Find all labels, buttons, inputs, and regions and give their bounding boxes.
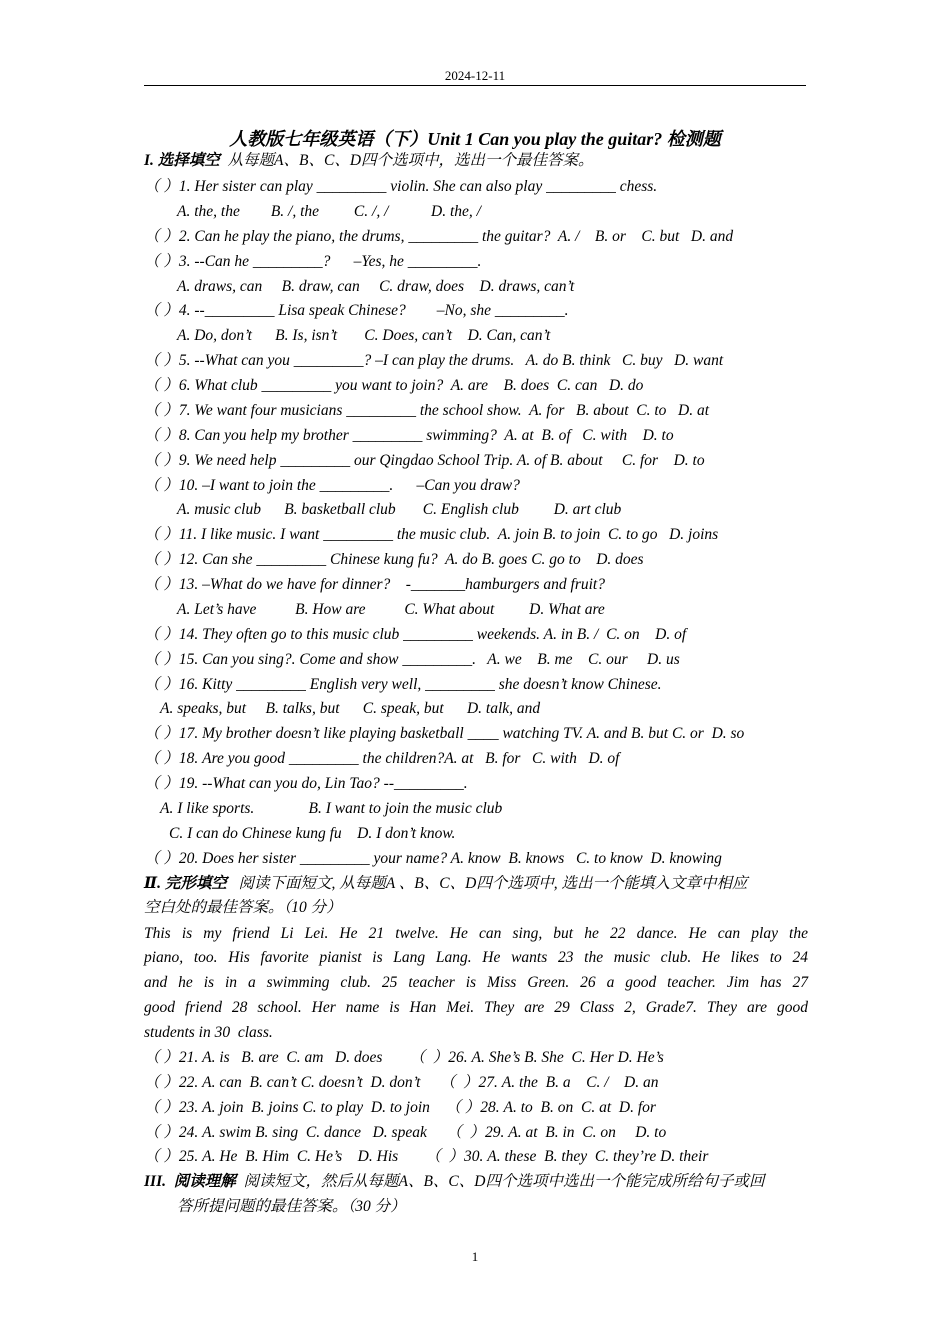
question-16-options: A. speaks, but B. talks, but C. speak, but D. talk, and (160, 700, 541, 717)
passage-line-5: students in 30 class. (144, 1024, 273, 1041)
question-7: （ ）7. We want four musicians _________ the school show. A. for B. about C. to D. at (144, 402, 710, 419)
question-4-options: A. Do, don’t B. Is, isn’t C. Does, can’t D. Can, can’t (177, 327, 551, 344)
question-1: （ ）1. Her sister can play _________ violin. She can also play _________ chess. (144, 178, 658, 195)
cloze-options-row-2: （ ）22. A. can B. can’t C. doesn’t D. don’t （ ）27. A. the B. a C. / D. an (144, 1074, 659, 1091)
question-2: （ ）2. Can he play the piano, the drums, _________ the guitar? A. / B. or C. but D. and (144, 228, 734, 245)
section-2-instructions: 阅读下面短文, 从每题A 、B、C、D四个选项中, 选出一个能填入文章中相应 (226, 875, 748, 892)
header-rule (144, 85, 806, 86)
section-2-label: Ⅱ. 完形填空 (144, 875, 227, 892)
question-3: （ ）3. --Can he _________? –Yes, he _________. (144, 253, 482, 270)
question-10-options: A. music club B. basketball club C. English club D. art club (177, 501, 622, 518)
question-1-options: A. the, the B. /, the C. /, / D. the, / (177, 203, 481, 220)
cloze-options-row-1: （ ）21. A. is B. are C. am D. does （ ）26. A. She’s B. She C. Her D. He’s (144, 1049, 664, 1066)
question-15: （ ）15. Can you sing?. Come and show _________. A. we B. me C. our D. us (144, 651, 680, 668)
section-1-heading (144, 151, 808, 171)
cloze-options-row-5: （ ）25. A. He B. Him C. He’s D. His （ ）30. A. these B. they C. they’re D. their (144, 1148, 709, 1165)
question-10: （ ）10. –I want to join the _________. –Can you draw? (144, 477, 520, 494)
question-13-options: A. Let’s have B. How are C. What about D. What are (177, 601, 605, 618)
page-title: 人教版七年级英语（下）Unit 1 Can you play the guitar? 检测题 (229, 129, 721, 149)
question-13: （ ）13. –What do we have for dinner? -_______hamburgers and fruit? (144, 576, 605, 593)
question-8: （ ）8. Can you help my brother _________ swimming? A. at B. of C. with D. to (144, 427, 674, 444)
question-3-options: A. draws, can B. draw, can C. draw, does D. draws, can’t (177, 278, 575, 295)
section-2-heading (144, 874, 808, 894)
passage-line-1: This is my friend Li Lei. He 21 twelve. He can sing, but he 22 dance. He can play the (144, 925, 808, 942)
question-19-options-c-d: C. I can do Chinese kung fu D. I don’t know. (169, 825, 456, 842)
question-19: （ ）19. --What can you do, Lin Tao? --_________. (144, 775, 468, 792)
question-12: （ ）12. Can she _________ Chinese kung fu? A. do B. goes C. go to D. does (144, 551, 644, 568)
header-date: 2024-12-11 (444, 68, 506, 83)
page-number: 1 (471, 1249, 479, 1264)
question-4: （ ）4. --_________ Lisa speak Chinese? –No, she _________. (144, 302, 569, 319)
section-1-label: I. 选择填空 (144, 152, 220, 169)
section-3-instructions-cont: 答所提问题的最佳答案。（30 分） (177, 1198, 406, 1215)
section-3-instructions: 阅读短文，然后从每题A、B、C、D四个选项中选出一个能完成所给句子或回 (235, 1173, 765, 1190)
question-14: （ ）14. They often go to this music club _________ weekends. A. in B. / C. on D. of (144, 626, 687, 643)
cloze-options-row-3: （ ）23. A. join B. joins C. to play D. to join （ ）28. A. to B. on C. at D. for (144, 1099, 656, 1116)
question-18: （ ）18. Are you good _________ the children?A. at B. for C. with D. of (144, 750, 620, 767)
section-2-instructions-cont: 空白处的最佳答案。（10 分） (144, 899, 342, 916)
question-20: （ ）20. Does her sister _________ your name? A. know B. knows C. to know D. knowing (144, 850, 722, 867)
passage-line-2: piano, too. His favorite pianist is Lang Lang. He wants 23 the music club. He likes to 24 (144, 949, 808, 966)
question-5: （ ）5. --What can you _________? –I can play the drums. A. do B. think C. buy D. want (144, 352, 724, 369)
section-3-label: III. 阅读理解 (144, 1173, 236, 1190)
section-3-heading (144, 1172, 808, 1192)
question-17: （ ）17. My brother doesn’t like playing basketball ____ watching TV. A. and B. but C. or D. so (144, 725, 745, 742)
question-9: （ ）9. We need help _________ our Qingdao School Trip. A. of B. about C. for D. to (144, 452, 705, 469)
question-19-options-a-b: A. I like sports. B. I want to join the music club (160, 800, 503, 817)
section-1-instructions: 从每题A、B、C、D四个选项中，选出一个最佳答案。 (219, 152, 594, 169)
cloze-options-row-4: （ ）24. A. swim B. sing C. dance D. speak （ ）29. A. at B. in C. on D. to (144, 1124, 667, 1141)
passage-line-4: good friend 28 school. Her name is Han Mei. They are 29 Class 2, Grade7. They are good (144, 999, 808, 1016)
question-6: （ ）6. What club _________ you want to join? A. are B. does C. can D. do (144, 377, 644, 394)
question-16: （ ）16. Kitty _________ English very well, _________ she doesn’t know Chinese. (144, 676, 662, 693)
passage-line-3: and he is in a swimming club. 25 teacher is Miss Green. 26 a good teacher. Jim has 27 (144, 974, 808, 991)
question-11: （ ）11. I like music. I want _________ the music club. A. join B. to join C. to go D. joins (144, 526, 719, 543)
